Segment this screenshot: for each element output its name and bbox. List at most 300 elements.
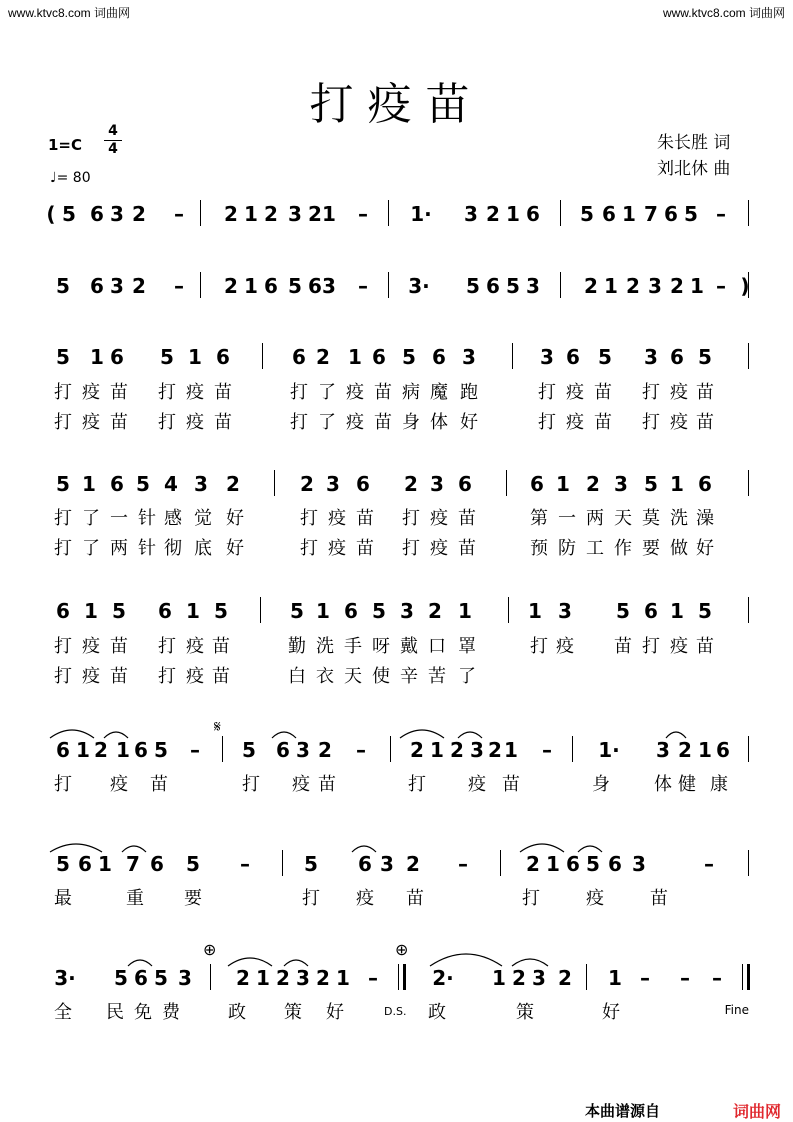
note: 1	[698, 738, 712, 762]
lyric-char: 打	[158, 636, 176, 657]
time-signature	[104, 124, 122, 157]
note: 2	[670, 274, 684, 298]
note: 3	[462, 345, 476, 369]
tempo-marking: ♩= 80	[50, 170, 91, 186]
barline	[748, 343, 749, 369]
lyric-char: 打	[642, 382, 660, 403]
barline	[274, 470, 275, 496]
note: –	[240, 852, 250, 876]
note: –	[716, 202, 726, 226]
note: –	[358, 274, 368, 298]
note: 3	[288, 202, 302, 226]
lyric-char: 了	[318, 412, 336, 433]
note: 6	[526, 202, 540, 226]
note: 3	[296, 966, 310, 990]
lyric-char: 好	[326, 1002, 344, 1023]
note: 3	[648, 274, 662, 298]
lyric-char: 打	[300, 508, 318, 529]
lyric-char: 针	[138, 508, 156, 529]
barline	[390, 736, 391, 762]
lyric-char: 要	[184, 888, 202, 909]
note: 5	[154, 966, 168, 990]
note: 6	[308, 274, 322, 298]
note: 7	[126, 852, 140, 876]
lyric-char: 苗	[458, 538, 476, 559]
note: 6	[566, 345, 580, 369]
note: 2	[226, 472, 240, 496]
lyric-char: 跑	[460, 382, 478, 403]
barline	[388, 200, 389, 226]
barline	[586, 964, 587, 990]
note: 3	[558, 599, 572, 623]
note: 2	[132, 274, 146, 298]
lyric-char: 疫	[566, 412, 584, 433]
lyric-char: 疫	[186, 636, 204, 657]
note: 2	[526, 852, 540, 876]
note: 3	[194, 472, 208, 496]
note: 2	[224, 274, 238, 298]
lyric-char: 苗	[696, 382, 714, 403]
note: 5	[288, 274, 302, 298]
note: 3	[322, 274, 336, 298]
lyric-char: 苗	[594, 382, 612, 403]
lyric-char: 针	[138, 538, 156, 559]
fine-marking: Fine	[724, 1003, 749, 1017]
lyric-char: 苗	[502, 774, 520, 795]
note: 6	[372, 345, 386, 369]
lyric-char: 要	[642, 538, 660, 559]
note: 4	[164, 472, 178, 496]
lyric-char: 打	[538, 412, 556, 433]
lyric-char: 打	[642, 412, 660, 433]
lyric-char: 打	[54, 412, 72, 433]
note: 2	[236, 966, 250, 990]
note: 3·	[408, 274, 430, 298]
note: –	[680, 966, 690, 990]
lyric-char: 做	[670, 538, 688, 559]
note: 3	[644, 345, 658, 369]
note: 3	[178, 966, 192, 990]
barline	[262, 343, 263, 369]
lyric-char: 苗	[594, 412, 612, 433]
song-title: 打疫苗	[309, 79, 484, 130]
note: 6	[358, 852, 372, 876]
note: 5	[114, 966, 128, 990]
lyric-char: 了	[458, 666, 476, 687]
lyric-char: 苗	[110, 412, 128, 433]
lyric-char: 体	[430, 412, 448, 433]
note: 6	[608, 852, 622, 876]
notation-row	[0, 472, 793, 502]
note: 1	[76, 738, 90, 762]
note: 6	[90, 274, 104, 298]
note: 5	[56, 274, 70, 298]
lyric-char: 使	[372, 666, 390, 687]
lyric-char: 一	[110, 508, 128, 529]
note: 6	[90, 202, 104, 226]
barline	[748, 736, 749, 762]
note: –	[640, 966, 650, 990]
note: 5	[372, 599, 386, 623]
lyric-char: 打	[54, 538, 72, 559]
lyric-char: 了	[82, 508, 100, 529]
barline	[748, 597, 749, 623]
lyric-char: 疫	[468, 774, 486, 795]
lyric-char: 苗	[356, 538, 374, 559]
note: –	[190, 738, 200, 762]
lyric-char: 第	[530, 508, 548, 529]
lyric-char: 莫	[642, 508, 660, 529]
lyric-char: 苗	[696, 636, 714, 657]
source-label: 本曲谱源自	[585, 1102, 661, 1120]
note: 3	[296, 738, 310, 762]
note: 5	[684, 202, 698, 226]
note: 2	[626, 274, 640, 298]
note: 3	[470, 738, 484, 762]
note: 2	[276, 966, 290, 990]
note: 5	[242, 738, 256, 762]
note: 1	[348, 345, 362, 369]
note: –	[712, 966, 722, 990]
note: 6	[276, 738, 290, 762]
notation-row	[0, 599, 793, 629]
lyric-char: 打	[54, 774, 72, 795]
barline	[748, 470, 749, 496]
lyric-char: 苗	[458, 508, 476, 529]
lyric-char: 辛	[400, 666, 418, 687]
note: 1	[430, 738, 444, 762]
lyric-char: 苗	[318, 774, 336, 795]
note: 5	[644, 472, 658, 496]
note: 6	[664, 202, 678, 226]
note: 2	[132, 202, 146, 226]
note: 1	[188, 345, 202, 369]
note: 1	[546, 852, 560, 876]
note: 2	[94, 738, 108, 762]
lyric-char: 天	[344, 666, 362, 687]
lyric-char: 打	[538, 382, 556, 403]
note: 5	[598, 345, 612, 369]
lyric-char: 疫	[430, 508, 448, 529]
note: 2	[558, 966, 572, 990]
note: 5	[56, 852, 70, 876]
note: 5	[62, 202, 76, 226]
lyric-char: 重	[126, 888, 144, 909]
lyric-char: 苗	[110, 636, 128, 657]
lyrics-row	[0, 770, 793, 796]
note: 2	[410, 738, 424, 762]
note: 2	[224, 202, 238, 226]
lyric-char: 费	[162, 1002, 180, 1023]
lyrics-row	[0, 662, 793, 688]
barline	[500, 850, 501, 876]
lyric-char: 苗	[374, 412, 392, 433]
lyric-char: 打	[242, 774, 260, 795]
note: (	[46, 202, 56, 226]
lyric-char: 疫	[346, 412, 364, 433]
note: 1	[670, 472, 684, 496]
note: 1	[116, 738, 130, 762]
lyric-char: 苦	[428, 666, 446, 687]
note: –	[716, 274, 726, 298]
note: 1	[622, 202, 636, 226]
note: 6	[530, 472, 544, 496]
note: –	[358, 202, 368, 226]
notation-row	[0, 345, 793, 375]
segno-symbol: 𝄋	[214, 717, 221, 736]
note: 1	[244, 274, 258, 298]
lyric-char: 好	[460, 412, 478, 433]
lyric-char: 打	[530, 636, 548, 657]
note: 3	[614, 472, 628, 496]
lyric-char: 体	[654, 774, 672, 795]
composer-credit: 刘北休 曲	[657, 159, 731, 179]
note: 1·	[410, 202, 432, 226]
barline	[260, 597, 261, 623]
lyric-char: 康	[710, 774, 728, 795]
lyric-char: 病	[402, 382, 420, 403]
note: 6	[486, 274, 500, 298]
lyric-char: 澡	[696, 508, 714, 529]
lyric-char: 疫	[328, 538, 346, 559]
lyric-char: 打	[300, 538, 318, 559]
key-signature: 1=C	[48, 136, 83, 154]
barline	[210, 964, 211, 990]
lyricist-credit: 朱长胜 词	[657, 133, 731, 153]
barline	[748, 200, 749, 226]
lyric-char: 疫	[328, 508, 346, 529]
note: 7	[644, 202, 658, 226]
note: 5	[506, 274, 520, 298]
note: 1	[604, 274, 618, 298]
lyric-char: 身	[402, 412, 420, 433]
lyric-char: 洗	[670, 508, 688, 529]
note: 5	[160, 345, 174, 369]
note: 6	[602, 202, 616, 226]
lyric-char: 打	[158, 382, 176, 403]
barline	[200, 272, 201, 298]
lyric-char: 戴	[400, 636, 418, 657]
lyric-char: 两	[110, 538, 128, 559]
note: 2	[316, 966, 330, 990]
lyric-char: 疫	[186, 412, 204, 433]
lyric-char: 打	[290, 412, 308, 433]
lyric-char: 疫	[82, 636, 100, 657]
lyric-char: 呀	[372, 636, 390, 657]
note: 3	[110, 274, 124, 298]
watermark-right: www.ktvc8.com 词曲网	[662, 6, 785, 20]
lyric-char: 彻	[164, 538, 182, 559]
lyric-char: 打	[522, 888, 540, 909]
note: 6	[150, 852, 164, 876]
lyric-char: 苗	[406, 888, 424, 909]
lyric-char: 疫	[556, 636, 574, 657]
note: 2	[300, 472, 314, 496]
lyric-char: 洗	[316, 636, 334, 657]
note: 1	[256, 966, 270, 990]
note: 6	[356, 472, 370, 496]
lyrics-row	[0, 504, 793, 530]
barline	[748, 272, 749, 298]
note: 1	[90, 345, 104, 369]
lyric-char: 苗	[214, 412, 232, 433]
note: 2	[450, 738, 464, 762]
note: 3	[632, 852, 646, 876]
note: –	[174, 202, 184, 226]
note: 1·	[598, 738, 620, 762]
lyric-char: 疫	[430, 538, 448, 559]
lyric-char: 工	[586, 538, 604, 559]
watermark-left: www.ktvc8.com 词曲网	[8, 6, 131, 20]
note: 1	[458, 599, 472, 623]
lyric-char: 打	[54, 508, 72, 529]
notation-row	[0, 202, 793, 232]
note: 5	[56, 345, 70, 369]
notation-row	[0, 274, 793, 304]
note: 2	[264, 202, 278, 226]
lyrics-row	[0, 534, 793, 560]
note: 2	[678, 738, 692, 762]
notation-row	[0, 966, 793, 996]
note: 5	[56, 472, 70, 496]
note: 3	[464, 202, 478, 226]
lyric-char: 苗	[110, 382, 128, 403]
lyric-char: 打	[642, 636, 660, 657]
lyric-char: 疫	[186, 666, 204, 687]
barline	[200, 200, 201, 226]
repeat-barline	[398, 964, 406, 990]
lyric-char: 魔	[430, 382, 448, 403]
barline	[560, 200, 561, 226]
note: –	[368, 966, 378, 990]
note: 6	[56, 599, 70, 623]
note: 3	[526, 274, 540, 298]
lyric-char: 罩	[458, 636, 476, 657]
note: 6	[292, 345, 306, 369]
lyric-char: 苗	[212, 636, 230, 657]
note: 2	[486, 202, 500, 226]
note: –	[458, 852, 468, 876]
note: 1	[84, 599, 98, 623]
note: 6	[110, 472, 124, 496]
note: 3	[326, 472, 340, 496]
lyric-char: 民	[106, 1002, 124, 1023]
lyric-char: 疫	[566, 382, 584, 403]
note: 6	[670, 345, 684, 369]
lyric-char: 苗	[150, 774, 168, 795]
lyric-char: 疫	[110, 774, 128, 795]
note: 1	[244, 202, 258, 226]
lyric-char: 苗	[214, 382, 232, 403]
lyric-char: 苗	[212, 666, 230, 687]
note: 5	[112, 599, 126, 623]
lyric-char: 预	[530, 538, 548, 559]
lyric-char: 好	[602, 1002, 620, 1023]
lyric-char: 打	[158, 412, 176, 433]
note: 5	[186, 852, 200, 876]
lyric-char: 勤	[288, 636, 306, 657]
lyric-char: 疫	[670, 382, 688, 403]
barline	[508, 597, 509, 623]
note: 5	[154, 738, 168, 762]
lyric-char: 白	[288, 666, 306, 687]
lyric-char: 口	[428, 636, 446, 657]
lyric-char: 衣	[316, 666, 334, 687]
lyric-char: 策	[284, 1002, 302, 1023]
note: 6	[110, 345, 124, 369]
note: 2	[584, 274, 598, 298]
note: 3	[540, 345, 554, 369]
barline	[572, 736, 573, 762]
note: 3	[430, 472, 444, 496]
note: 5	[402, 345, 416, 369]
barline	[506, 470, 507, 496]
lyric-char: 打	[54, 666, 72, 687]
dal-segno-marking: D.S.	[384, 1005, 407, 1018]
lyric-char: 打	[54, 636, 72, 657]
notation-row	[0, 852, 793, 882]
lyric-char: 疫	[670, 412, 688, 433]
note: 2	[316, 345, 330, 369]
lyric-char: 手	[344, 636, 362, 657]
lyric-char: 苗	[356, 508, 374, 529]
lyric-char: 一	[558, 508, 576, 529]
note: 2·	[432, 966, 454, 990]
note: –	[704, 852, 714, 876]
lyric-char: 疫	[82, 382, 100, 403]
barline	[388, 272, 389, 298]
time-signature-top: 4	[108, 123, 118, 139]
note: 1	[98, 852, 112, 876]
note: 1	[322, 202, 336, 226]
note: 1	[186, 599, 200, 623]
note: 1	[608, 966, 622, 990]
note: 1	[528, 599, 542, 623]
note: 6	[458, 472, 472, 496]
note: 5	[616, 599, 630, 623]
note: 3	[532, 966, 546, 990]
site-brand[interactable]: 词曲网	[733, 1102, 782, 1121]
note: 3·	[54, 966, 76, 990]
barline	[748, 850, 749, 876]
lyric-char: 疫	[586, 888, 604, 909]
note: 5	[466, 274, 480, 298]
note: 5	[698, 345, 712, 369]
lyric-char: 好	[226, 508, 244, 529]
lyric-char: 底	[194, 538, 212, 559]
note: 5	[304, 852, 318, 876]
note: 6	[134, 966, 148, 990]
lyric-char: 全	[54, 1002, 72, 1023]
barline	[512, 343, 513, 369]
note: 1	[670, 599, 684, 623]
lyric-char: 防	[558, 538, 576, 559]
lyric-char: 好	[696, 538, 714, 559]
lyric-char: 苗	[650, 888, 668, 909]
note: 2	[406, 852, 420, 876]
lyric-char: 疫	[82, 412, 100, 433]
note: 6	[134, 738, 148, 762]
lyric-char: 两	[586, 508, 604, 529]
lyric-char: 好	[226, 538, 244, 559]
note: 6	[698, 472, 712, 496]
final-barline	[742, 964, 750, 990]
note: 1	[336, 966, 350, 990]
lyric-char: 免	[134, 1002, 152, 1023]
lyric-char: 疫	[292, 774, 310, 795]
note: 3	[110, 202, 124, 226]
lyric-char: 打	[302, 888, 320, 909]
